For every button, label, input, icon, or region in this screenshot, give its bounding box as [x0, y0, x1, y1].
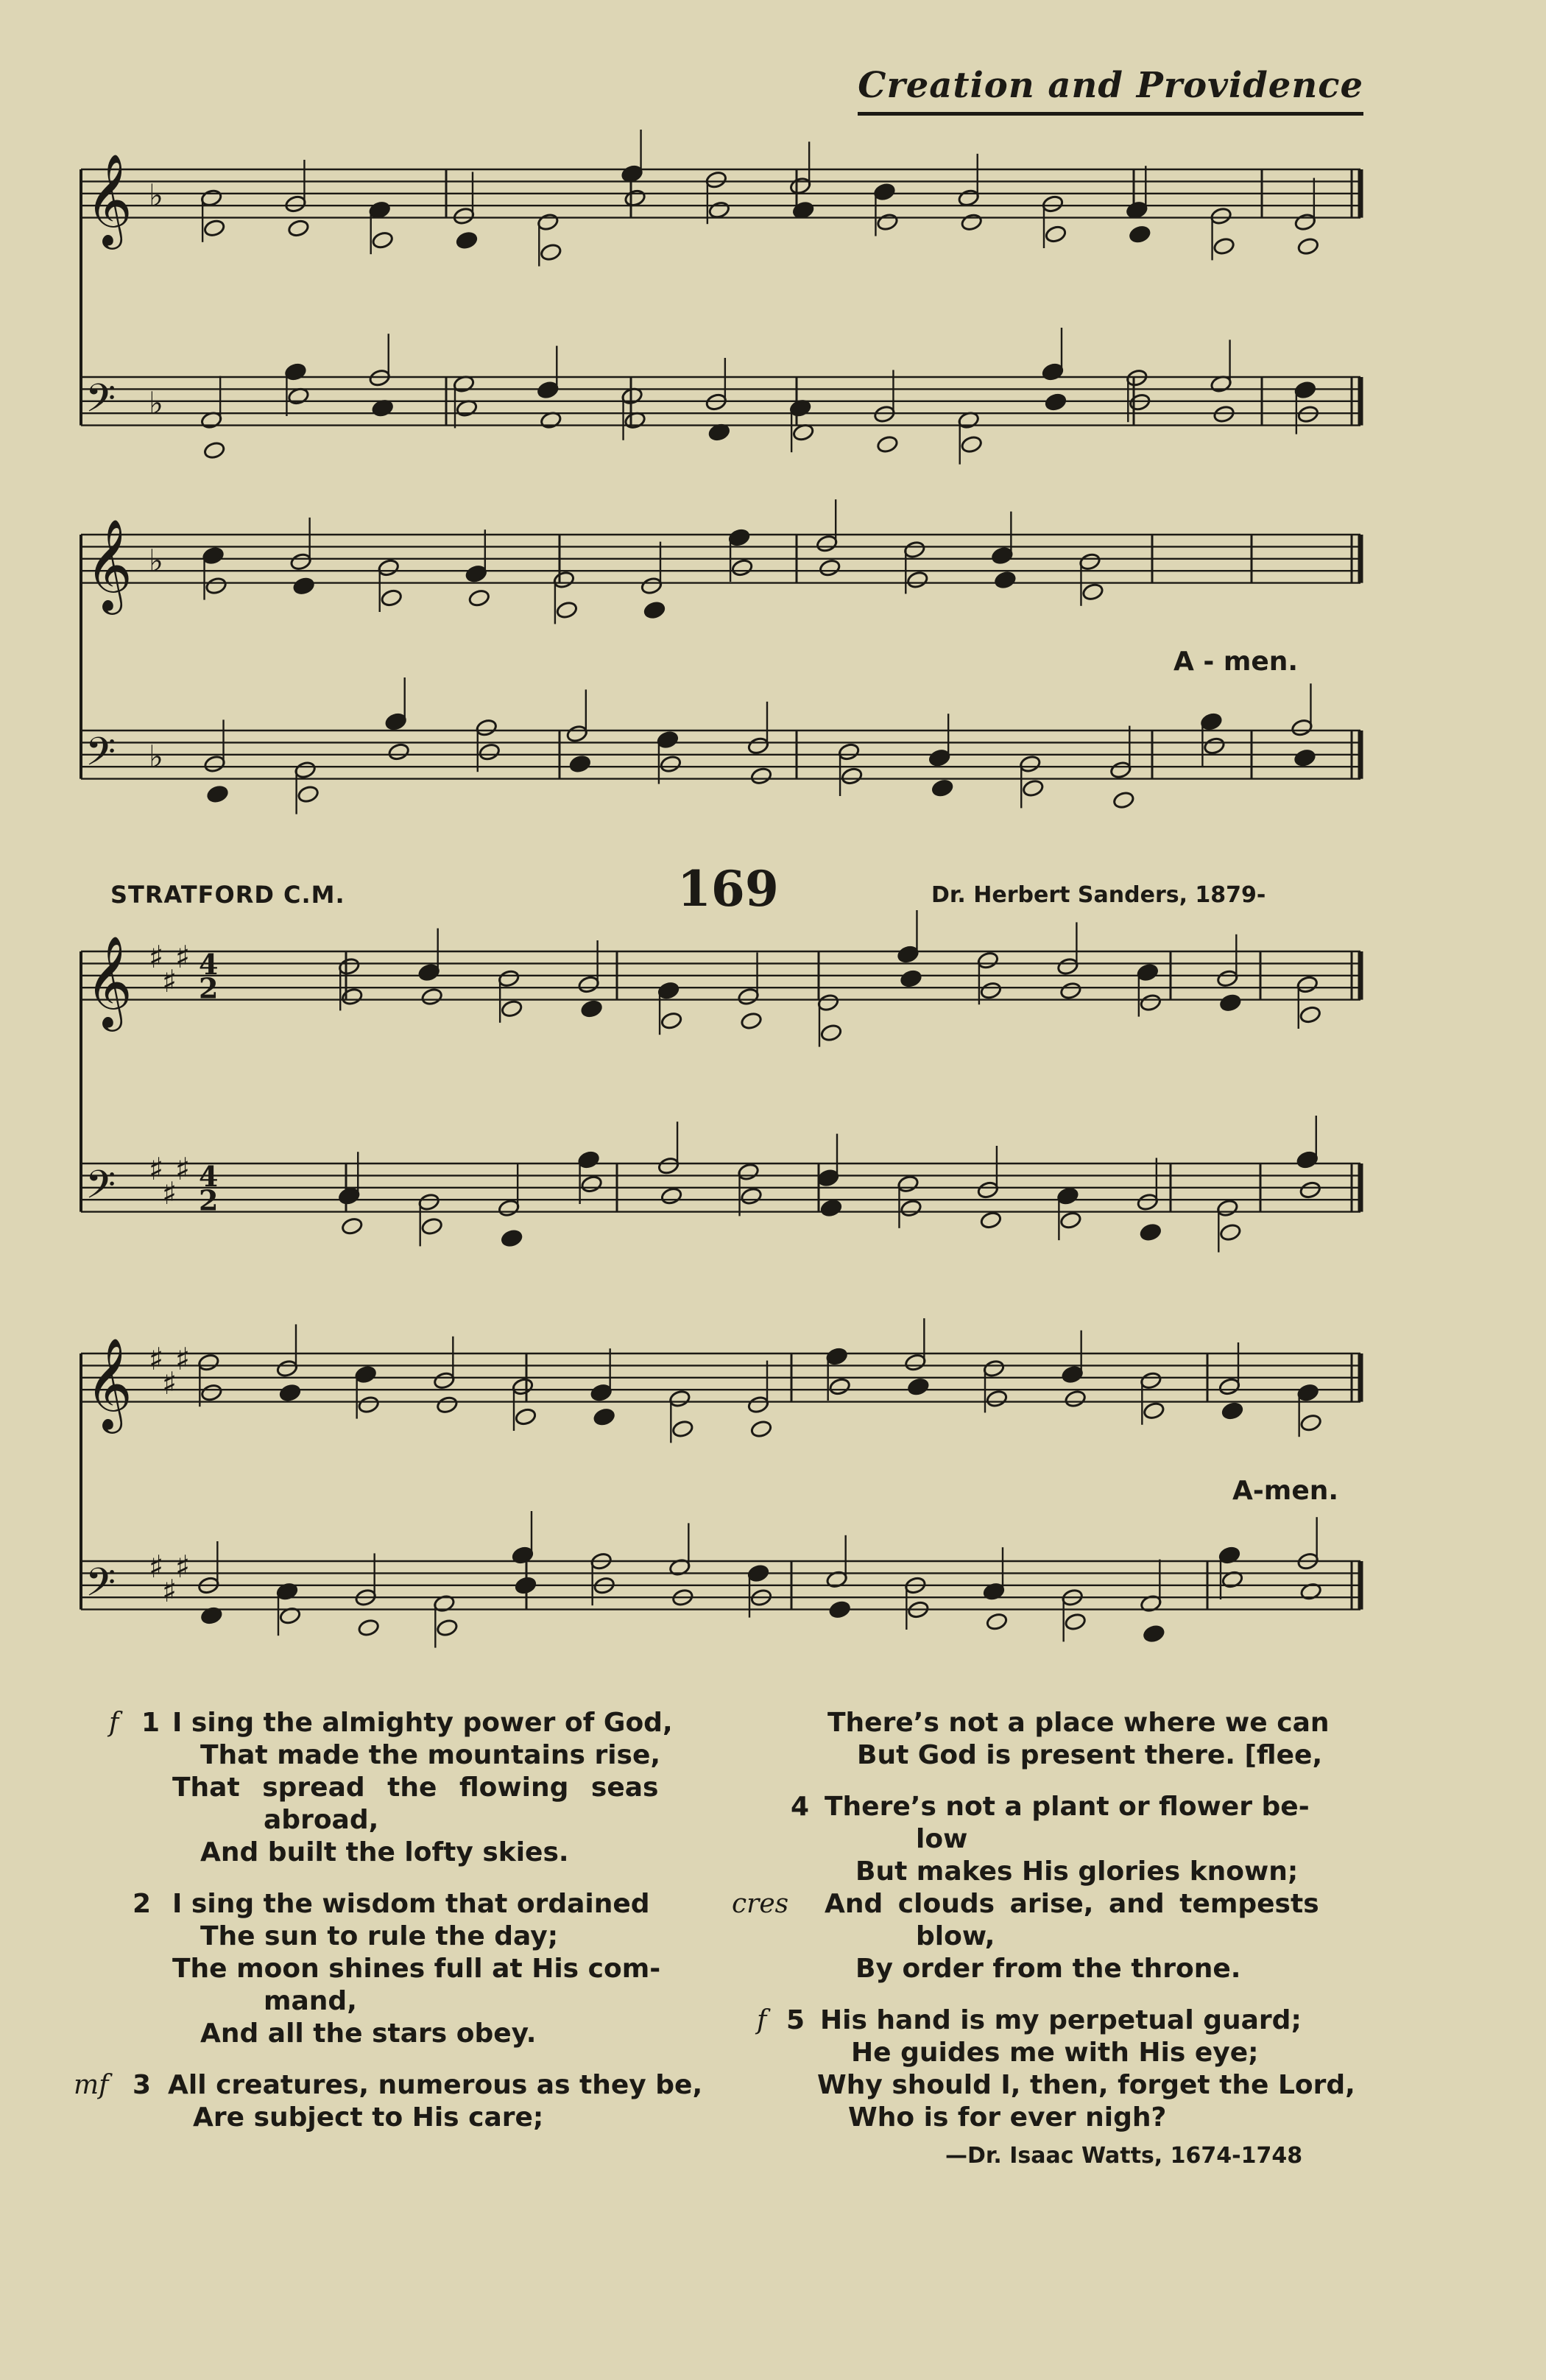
stanza-number: 1 [141, 1708, 160, 1738]
note-head [750, 767, 773, 786]
sharp-icon: ♯ [175, 1151, 191, 1188]
note-head [828, 1377, 851, 1396]
note-head [740, 1011, 763, 1030]
author-attribution: —Dr. Isaac Watts, 1674-1748 [945, 2143, 1303, 2169]
note-head [1056, 1186, 1079, 1205]
note-head [294, 761, 317, 780]
note-head [1299, 1413, 1322, 1432]
note-head [1109, 761, 1132, 780]
note-head [515, 1407, 537, 1426]
note-head [580, 1175, 603, 1194]
note-head [354, 1365, 377, 1384]
note-head [420, 1217, 443, 1236]
note-head [1294, 213, 1317, 232]
treble-clef-icon: 𝄞 [85, 153, 133, 246]
note-head [456, 230, 479, 250]
verse-line: Who is for ever nigh? [848, 2102, 1167, 2133]
stanza-number: 5 [786, 2005, 805, 2035]
note-head [537, 381, 560, 400]
note-head [417, 963, 440, 982]
note-head [338, 1186, 361, 1205]
verse-line: low [916, 1824, 968, 1854]
note-head [900, 969, 922, 988]
note-head [660, 1011, 683, 1030]
note-head [540, 243, 562, 262]
note-head [1019, 754, 1042, 773]
note-head [577, 975, 600, 994]
note-head [817, 1169, 840, 1188]
note-head [357, 1395, 380, 1415]
note-head [668, 1389, 691, 1408]
note-head [205, 577, 227, 596]
verse-line: I sing the wisdom that ordained [172, 1889, 650, 1919]
verse-line: Why should I, then, forget the Lord, [817, 2070, 1355, 2100]
time-signature: 2 [199, 1183, 219, 1217]
note-head [433, 1371, 456, 1390]
note-head [1143, 1624, 1165, 1644]
note-head [1129, 392, 1151, 412]
note-head [657, 981, 680, 1000]
note-head [436, 1619, 459, 1638]
note-head [377, 558, 400, 577]
note-head [1045, 392, 1067, 412]
note-head [368, 200, 391, 219]
verse-line: mand, [264, 1986, 357, 2016]
sharp-icon: ♯ [162, 963, 177, 999]
stanza-1 [96, 1707, 699, 1869]
dynamic-mark: f [757, 2005, 767, 2035]
note-head [289, 552, 312, 571]
note-head [515, 1576, 537, 1595]
sharp-icon: ♯ [175, 1549, 191, 1585]
note-head [1299, 1180, 1321, 1200]
note-head [200, 1383, 223, 1402]
note-head [621, 164, 643, 183]
stanza-4 [732, 1791, 1399, 1985]
note-head [512, 1377, 534, 1396]
note-head [928, 748, 951, 767]
note-head [991, 546, 1014, 566]
note-head [1059, 981, 1082, 1000]
note-head [660, 1186, 683, 1205]
verse-line: But makes His glories known; [855, 1856, 1299, 1887]
note-head [284, 194, 307, 214]
note-head [1079, 552, 1101, 571]
sharp-icon: ♯ [149, 939, 164, 976]
note-head [380, 588, 403, 608]
note-head [876, 213, 899, 232]
verse-line: Are subject to His care; [193, 2102, 544, 2133]
note-head [556, 600, 579, 619]
note-head [957, 189, 980, 208]
note-head [501, 1229, 523, 1248]
note-head [453, 206, 476, 225]
note-head [436, 1395, 459, 1415]
note-head [1297, 405, 1320, 424]
note-head [1064, 1612, 1087, 1631]
note-head [501, 999, 523, 1018]
note-head [731, 558, 754, 577]
note-head [1296, 1383, 1319, 1402]
sharp-icon: ♯ [162, 1573, 177, 1609]
stanza-2 [96, 1888, 699, 2050]
note-head [960, 213, 983, 232]
note-head [553, 570, 576, 589]
note-head [897, 1175, 920, 1194]
verse-line: blow, [916, 1921, 995, 1951]
note-head [292, 577, 315, 596]
note-head [287, 219, 310, 238]
note-head [737, 1162, 760, 1181]
note-head [569, 754, 592, 773]
note-head [297, 785, 320, 804]
note-head [468, 588, 491, 608]
note-head [1022, 778, 1045, 798]
verse-line: His hand is my perpetual guard; [820, 2005, 1302, 2035]
note-head [1112, 791, 1135, 810]
sharp-icon: ♯ [162, 1365, 177, 1401]
note-head [986, 1389, 1009, 1408]
note-head [1219, 1223, 1242, 1242]
note-head [1213, 236, 1235, 256]
note-head [747, 1564, 770, 1583]
note-head [1140, 1371, 1162, 1390]
note-head [1297, 237, 1320, 256]
note-head [465, 564, 488, 583]
verse-line: By order from the throne. [855, 1954, 1241, 1984]
note-head [537, 213, 560, 232]
note-head [828, 1600, 851, 1619]
sharp-icon: ♯ [162, 1175, 177, 1211]
note-head [986, 1612, 1009, 1631]
note-head [341, 987, 364, 1006]
note-head [980, 981, 1003, 1000]
verse-line: I sing the almighty power of God, [172, 1708, 673, 1738]
section-title: Creation and Providence [858, 65, 1363, 116]
amen-label-current: A-men. [1232, 1476, 1339, 1506]
sharp-icon: ♯ [149, 1151, 164, 1188]
bass-clef-icon: 𝄢 [85, 376, 116, 432]
stanza-number: 3 [133, 2070, 152, 2100]
sharp-icon: ♯ [149, 1549, 164, 1585]
note-head [657, 730, 680, 750]
note-head [980, 1211, 1003, 1230]
flat-icon: ♭ [149, 543, 163, 580]
treble-clef-icon: 𝄞 [85, 518, 133, 611]
note-head [900, 1199, 922, 1218]
verse-line: That spread the flowing seas [172, 1772, 659, 1803]
note-head [819, 558, 841, 577]
note-head [977, 1180, 1000, 1200]
note-head [387, 742, 410, 761]
note-head [1042, 362, 1065, 381]
note-head [1210, 206, 1232, 225]
time-signature: 2 [199, 971, 219, 1005]
flat-icon: ♭ [149, 739, 163, 775]
note-head [817, 993, 840, 1013]
note-head [203, 441, 226, 460]
dynamic-mark: cres [732, 1889, 789, 1919]
note-head [747, 736, 770, 756]
note-head [747, 1395, 770, 1415]
flat-icon: ♭ [149, 385, 163, 422]
hymn-number: 169 [677, 860, 779, 918]
note-head [841, 767, 864, 786]
sharp-icon: ♯ [175, 1341, 191, 1378]
note-head [1056, 957, 1079, 976]
note-head [737, 987, 760, 1006]
verse-line: And clouds arise, and tempests [825, 1889, 1319, 1919]
note-head [740, 1186, 763, 1205]
verse-line: That made the mountains rise, [200, 1740, 661, 1770]
note-head [200, 189, 223, 208]
note-head [897, 945, 920, 964]
note-head [1200, 712, 1223, 731]
note-head [341, 1217, 364, 1236]
note-head [203, 754, 226, 773]
note-head [1042, 194, 1065, 214]
note-head [1137, 1192, 1160, 1211]
note-head [983, 1359, 1006, 1378]
note-head [1216, 969, 1239, 988]
note-head [338, 957, 361, 976]
note-head [907, 1377, 930, 1396]
dynamic-mark: f [109, 1708, 119, 1738]
note-head [1143, 1401, 1165, 1420]
note-head [657, 1156, 680, 1175]
note-head [1299, 1005, 1321, 1024]
note-head [705, 170, 728, 189]
note-head [977, 951, 1000, 970]
note-head [1059, 1211, 1082, 1230]
note-head [1061, 1365, 1084, 1384]
note-head [671, 1419, 694, 1438]
verses-right-column [732, 1707, 1399, 2153]
note-head [475, 718, 498, 737]
note-head [1137, 963, 1160, 982]
composer-credit: Dr. Herbert Sanders, 1879- [931, 882, 1266, 908]
time-signature: 4 [199, 1159, 219, 1193]
verse-line: The moon shines full at His com- [172, 1954, 661, 1984]
stanza-3 [74, 2069, 703, 2134]
note-head [1291, 718, 1313, 737]
note-head [593, 1407, 615, 1426]
note-head [203, 219, 226, 238]
note-head [284, 362, 307, 381]
note-head [357, 1618, 380, 1637]
note-head [1126, 200, 1148, 219]
note-head [873, 183, 896, 202]
note-head [906, 570, 929, 589]
note-head [904, 1353, 927, 1372]
note-head [566, 724, 589, 743]
stanza-number: 4 [791, 1792, 810, 1822]
note-head [1294, 381, 1317, 400]
note-head [580, 999, 603, 1018]
stanza-3-continued [736, 1707, 1399, 1772]
note-head [417, 1192, 440, 1211]
note-head [903, 540, 926, 559]
verse-line: And all the stars obey. [200, 2018, 537, 2049]
sharp-icon: ♯ [149, 1341, 164, 1378]
note-head [1140, 1222, 1162, 1242]
note-head [1045, 225, 1067, 244]
note-head [960, 435, 983, 454]
note-head [202, 546, 225, 566]
note-head [1064, 1390, 1087, 1409]
note-head [498, 969, 520, 988]
verse-line: The sun to rule the day; [200, 1921, 559, 1951]
note-head [1296, 975, 1319, 994]
note-head [478, 742, 501, 761]
note-head [1129, 225, 1151, 244]
verse-line: There’s not a plant or flower be- [825, 1792, 1310, 1822]
note-head [276, 1359, 299, 1378]
note-head [640, 577, 663, 596]
treble-clef-icon: 𝄞 [85, 1337, 133, 1430]
note-head [1081, 582, 1104, 602]
note-head [820, 1024, 843, 1043]
flat-icon: ♭ [149, 177, 163, 214]
sharp-icon: ♯ [175, 939, 191, 976]
note-head [1140, 993, 1162, 1013]
note-head [643, 601, 666, 620]
note-head [750, 1420, 773, 1439]
note-head [820, 1199, 843, 1218]
note-head [789, 176, 812, 195]
note-head [1293, 748, 1316, 767]
note-head [420, 987, 443, 1007]
bass-clef-icon: 𝄢 [85, 730, 116, 785]
note-head [1296, 1150, 1319, 1169]
note-head [371, 230, 394, 250]
tune-name: STRATFORD C.M. [110, 881, 345, 909]
note-head [1218, 1377, 1241, 1396]
note-head [590, 1383, 613, 1402]
note-head [708, 200, 731, 219]
note-head [816, 534, 839, 553]
note-head [1203, 736, 1226, 756]
verse-line: But God is present there. [flee, [857, 1740, 1323, 1770]
note-head [876, 434, 899, 454]
note-head [1216, 1199, 1239, 1218]
note-head [384, 712, 407, 731]
bass-clef-icon: 𝄢 [85, 1163, 116, 1218]
note-head [206, 784, 229, 803]
note-head [1221, 1401, 1244, 1420]
note-head [825, 1347, 848, 1366]
note-head [994, 571, 1017, 590]
bass-clef-icon: 𝄢 [85, 1560, 116, 1616]
verses-left-column [74, 1707, 703, 2153]
verse-line: And built the lofty skies. [200, 1837, 569, 1867]
note-head [838, 742, 861, 761]
stanza-5 [736, 2004, 1399, 2134]
verse-line: All creatures, numerous as they be, [168, 2070, 703, 2100]
note-head [660, 755, 682, 774]
dynamic-mark: mf [74, 2070, 109, 2100]
amen-label-previous: A - men. [1173, 647, 1299, 677]
time-signature: 4 [199, 947, 219, 981]
treble-clef-icon: 𝄞 [85, 935, 133, 1028]
note-head [577, 1150, 600, 1169]
verse-line: He guides me with His eye; [851, 2038, 1259, 2068]
note-head [931, 778, 954, 798]
note-head [728, 528, 751, 547]
verse-line: There’s not a place where we can [827, 1708, 1330, 1738]
note-head [197, 1353, 220, 1372]
note-head [1219, 993, 1242, 1013]
stanza-number: 2 [133, 1889, 152, 1919]
note-head [498, 1199, 520, 1218]
note-head [279, 1383, 302, 1402]
verse-line: abroad, [264, 1805, 379, 1835]
